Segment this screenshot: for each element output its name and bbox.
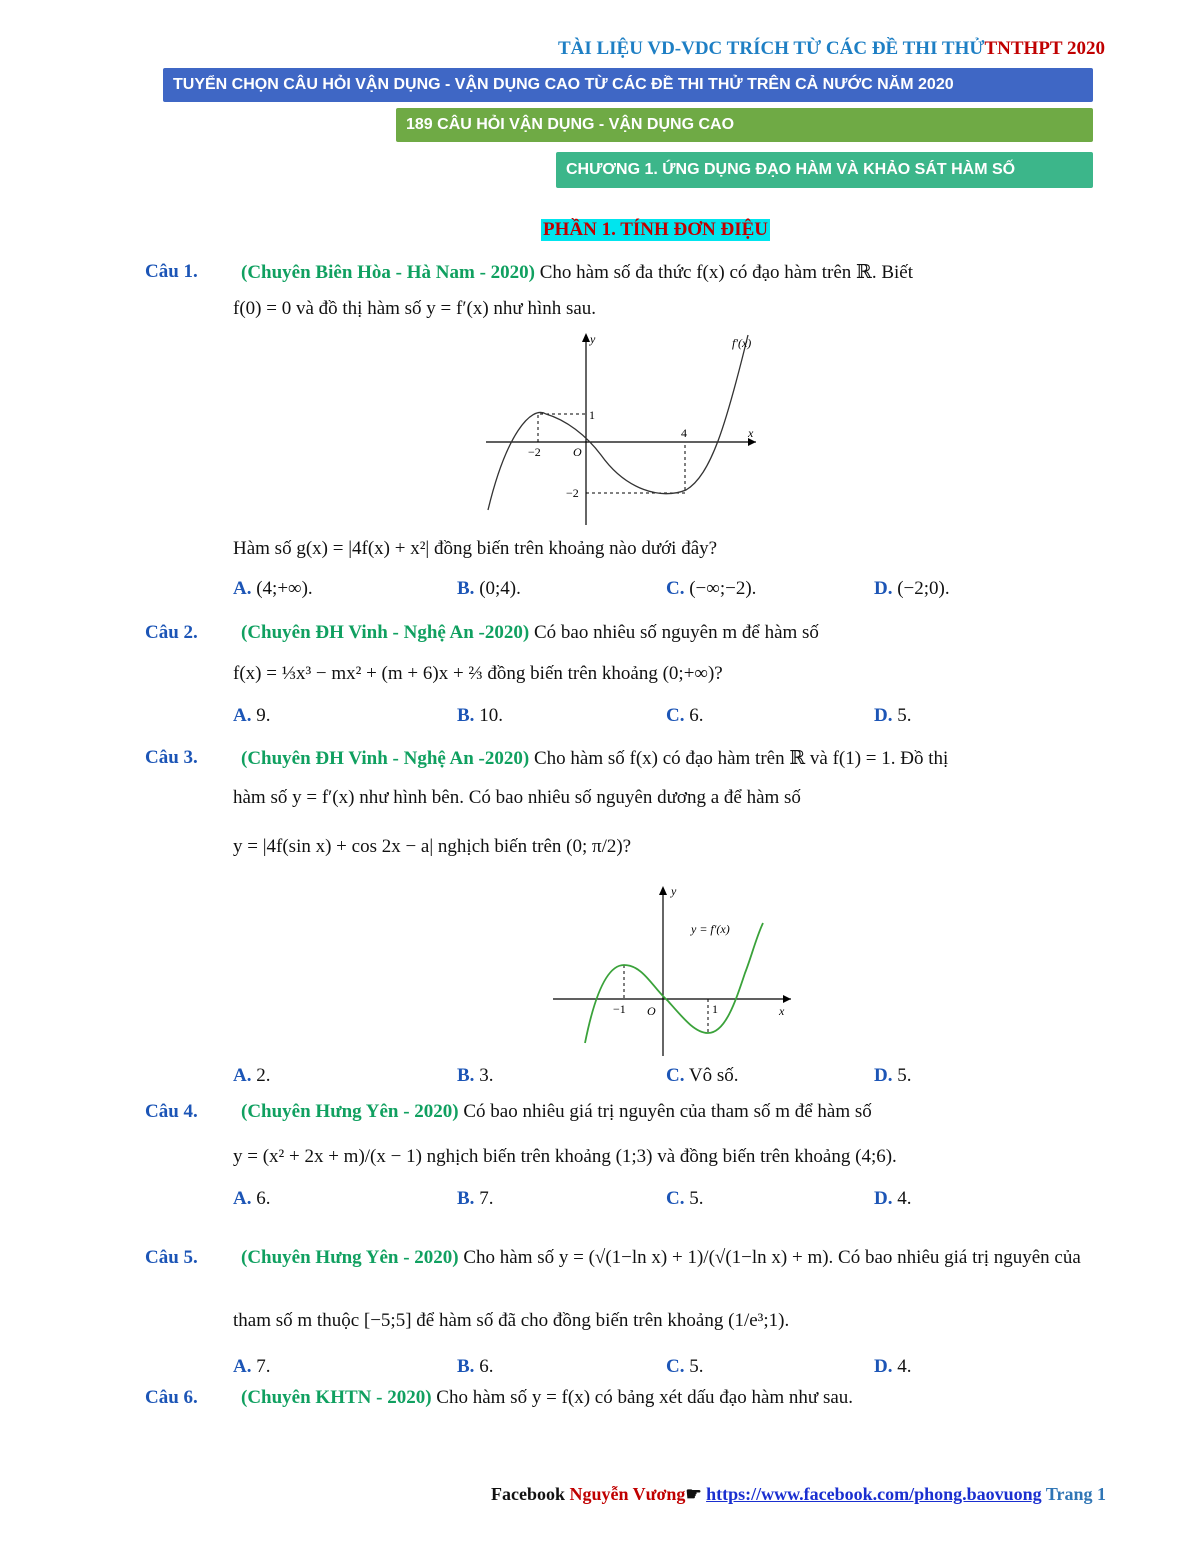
question-6-label: Câu 6. [145,1387,198,1408]
question-1-label: Câu 1. [145,261,198,282]
question-3-text-line2: hàm số y = f′(x) như hình bên. Có bao nhiêu số nguyên dương a để hàm số [233,787,801,808]
question-2-label: Câu 2. [145,622,198,643]
question-3-text-line3: y = |4f(sin x) + cos 2x − a| nghịch biến trên (0; π/2)? [233,836,632,857]
x-axis-label: x [748,426,754,440]
question-4-text-line1: (Chuyên Hưng Yên - 2020) Có bao nhiêu giá trị nguyên của tham số m để hàm số [241,1101,872,1122]
question-4-option-d[interactable]: D. 4. [874,1188,912,1209]
question-2-option-d[interactable]: D. 5. [874,705,912,726]
question-5-option-b[interactable]: B. 6. [457,1356,494,1377]
question-4-option-c[interactable]: C. 5. [666,1188,704,1209]
question-count-banner: 189 CÂU HỎI VẬN DỤNG - VẬN DỤNG CAO [396,108,1093,142]
question-1-option-d[interactable]: D. (−2;0). [874,578,950,599]
y-axis-label: y [590,332,596,346]
question-2-text-line1: (Chuyên ĐH Vinh - Nghệ An -2020) Có bao nhiêu số nguyên m để hàm số [241,622,819,643]
collection-banner: TUYỂN CHỌN CÂU HỎI VẬN DỤNG - VẬN DỤNG CAO TỪ CÁC ĐỀ THI THỬ TRÊN CẢ NƯỚC NĂM 2020 [163,68,1093,102]
origin-label: O [647,1004,656,1018]
curve-label: f′(x) [732,336,752,350]
question-3-option-d[interactable]: D. 5. [874,1065,912,1086]
question-4-label: Câu 4. [145,1101,198,1122]
tick-label-y-1: 1 [589,408,595,422]
question-5-label: Câu 5. [145,1247,198,1268]
question-1-text-line3: Hàm số g(x) = |4f(x) + x²| đồng biến trên khoảng nào dưới đây? [233,538,718,559]
tick-label-x-1: 1 [712,1002,718,1016]
question-5-option-c[interactable]: C. 5. [666,1356,704,1377]
question-5-text-line2: tham số m thuộc [−5;5] để hàm số đã cho đồng biến trên khoảng (1/e³;1). [233,1310,790,1331]
tick-label-x-neg1: −1 [613,1002,626,1016]
question-5-option-a[interactable]: A. 7. [233,1356,271,1377]
guide-max [538,414,586,442]
question-1-option-b[interactable]: B. (0;4). [457,578,521,599]
tick-label-y-neg2: −2 [566,486,579,500]
question-3-graph [553,883,793,1058]
question-2-option-a[interactable]: A. 9. [233,705,271,726]
question-6-text-line1: (Chuyên KHTN - 2020) Cho hàm số y = f(x) có bảng xét dấu đạo hàm như sau. [241,1387,854,1408]
y-axis-arrow-icon [659,886,667,895]
derivative-curve [488,335,748,510]
page-footer: Facebook Nguyễn Vương☛ https://www.facebook.com/phong.baovuong Trang 1 [490,1484,1106,1504]
y-axis-label: y [671,884,677,898]
question-4-option-a[interactable]: A. 6. [233,1188,271,1209]
facebook-link[interactable]: https://www.facebook.com/phong.baovuong [706,1484,1042,1504]
y-axis-arrow-icon [582,333,590,342]
question-2-text-line2: f(x) = ⅓x³ − mx² + (m + 6)x + ⅔ đồng biến trên khoảng (0;+∞)? [233,663,723,684]
question-3-option-a[interactable]: A. 2. [233,1065,271,1086]
derivative-curve [585,923,763,1043]
curve-label: y = f′(x) [691,922,730,936]
question-3-option-c[interactable]: C. Vô số. [666,1065,739,1086]
document-header-title: TÀI LIỆU VD-VDC TRÍCH TỪ CÁC ĐỀ THI THỬTNTHPT 2020 [557,38,1105,59]
page-number: Trang 1 [1041,1484,1106,1504]
question-1-graph [486,325,776,530]
question-1-text-line1: (Chuyên Biên Hòa - Hà Nam - 2020) Cho hàm số đa thức f(x) có đạo hàm trên ℝ. Biết [241,262,914,283]
part-title: PHẦN 1. TÍNH ĐƠN ĐIỆU [543,219,769,240]
question-5-option-d[interactable]: D. 4. [874,1356,912,1377]
question-3-text-line1: (Chuyên ĐH Vinh - Nghệ An -2020) Cho hàm số f(x) có đạo hàm trên ℝ và f(1) = 1. Đồ thị [241,748,949,769]
question-4-text-line2: y = (x² + 2x + m)/(x − 1) nghịch biến trên khoảng (1;3) và đồng biến trên khoảng (4;6). [233,1146,897,1167]
x-axis-arrow-icon [783,995,791,1003]
question-3-label: Câu 3. [145,747,198,768]
tick-label-x-4: 4 [681,426,687,440]
tick-label-x-neg2: −2 [528,445,541,459]
origin-label: O [573,445,582,459]
question-4-option-b[interactable]: B. 7. [457,1188,494,1209]
question-1-option-c[interactable]: C. (−∞;−2). [666,578,757,599]
question-5-text-line1: (Chuyên Hưng Yên - 2020) Cho hàm số y = (√(1−ln x) + 1)/(√(1−ln x) + m). Có bao nhiêu giá trị nguyên của [241,1247,1081,1268]
author-name: Nguyễn Vương [569,1484,686,1504]
x-axis-label: x [779,1004,785,1018]
chapter-banner: CHƯƠNG 1. ỨNG DỤNG ĐẠO HÀM VÀ KHẢO SÁT HÀM SỐ [556,152,1093,188]
pointing-hand-icon: ☛ [685,1484,702,1504]
question-1-option-a[interactable]: A. (4;+∞). [233,578,313,599]
question-2-option-c[interactable]: C. 6. [666,705,704,726]
question-1-text-line2: f(0) = 0 và đồ thị hàm số y = f′(x) như hình sau. [233,298,597,319]
question-3-option-b[interactable]: B. 3. [457,1065,494,1086]
question-2-option-b[interactable]: B. 10. [457,705,503,726]
